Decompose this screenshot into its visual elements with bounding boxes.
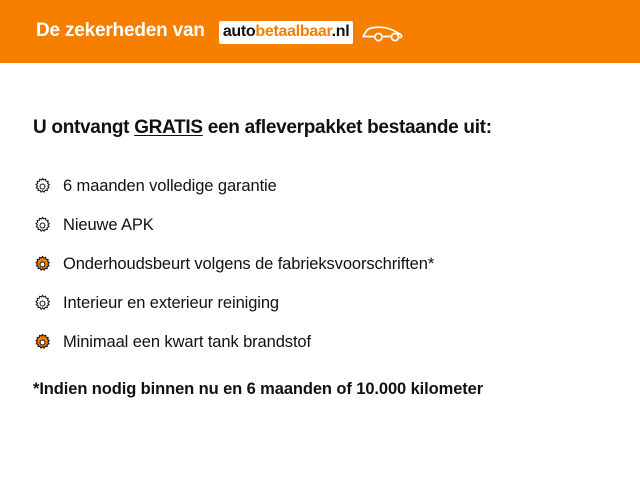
brand-logo-part2: betaalbaar	[255, 22, 332, 40]
header-text-group	[36, 20, 403, 44]
list-item-label: Interieur en exterieur reiniging	[63, 294, 280, 312]
car-icon	[361, 23, 403, 42]
headline-emphasis: GRATIS	[134, 117, 203, 138]
page-title	[33, 117, 640, 139]
list-item-label: Nieuwe APK	[63, 216, 154, 234]
brand-logo-text	[219, 21, 354, 44]
list-item	[33, 294, 640, 313]
gear-icon	[33, 255, 52, 274]
list-item-label: Onderhoudsbeurt volgens de fabrieksvoorschriften*	[63, 255, 435, 273]
gear-icon	[33, 177, 52, 196]
brand-logo[interactable]	[219, 21, 404, 44]
list-item	[33, 333, 640, 352]
footnote: *Indien nodig binnen nu en 6 maanden of 10.000 kilometer	[33, 380, 484, 398]
list-item-label: 6 maanden volledige garantie	[63, 177, 277, 195]
benefits-list	[33, 177, 640, 352]
list-item	[33, 255, 640, 274]
main-content	[0, 63, 640, 399]
header-banner	[0, 0, 640, 63]
brand-logo-part1: auto	[222, 22, 256, 40]
gear-icon	[33, 294, 52, 313]
brand-logo-part3: .nl	[331, 22, 350, 40]
headline-after: een afleverpakket bestaande uit:	[202, 117, 492, 138]
header-tagline: De zekerheden van	[36, 19, 205, 41]
gear-icon	[33, 333, 52, 352]
list-item	[33, 216, 640, 235]
list-item	[33, 177, 640, 196]
gear-icon	[33, 216, 52, 235]
list-item-label: Minimaal een kwart tank brandstof	[63, 333, 311, 351]
headline-before: U ontvangt	[33, 117, 135, 138]
